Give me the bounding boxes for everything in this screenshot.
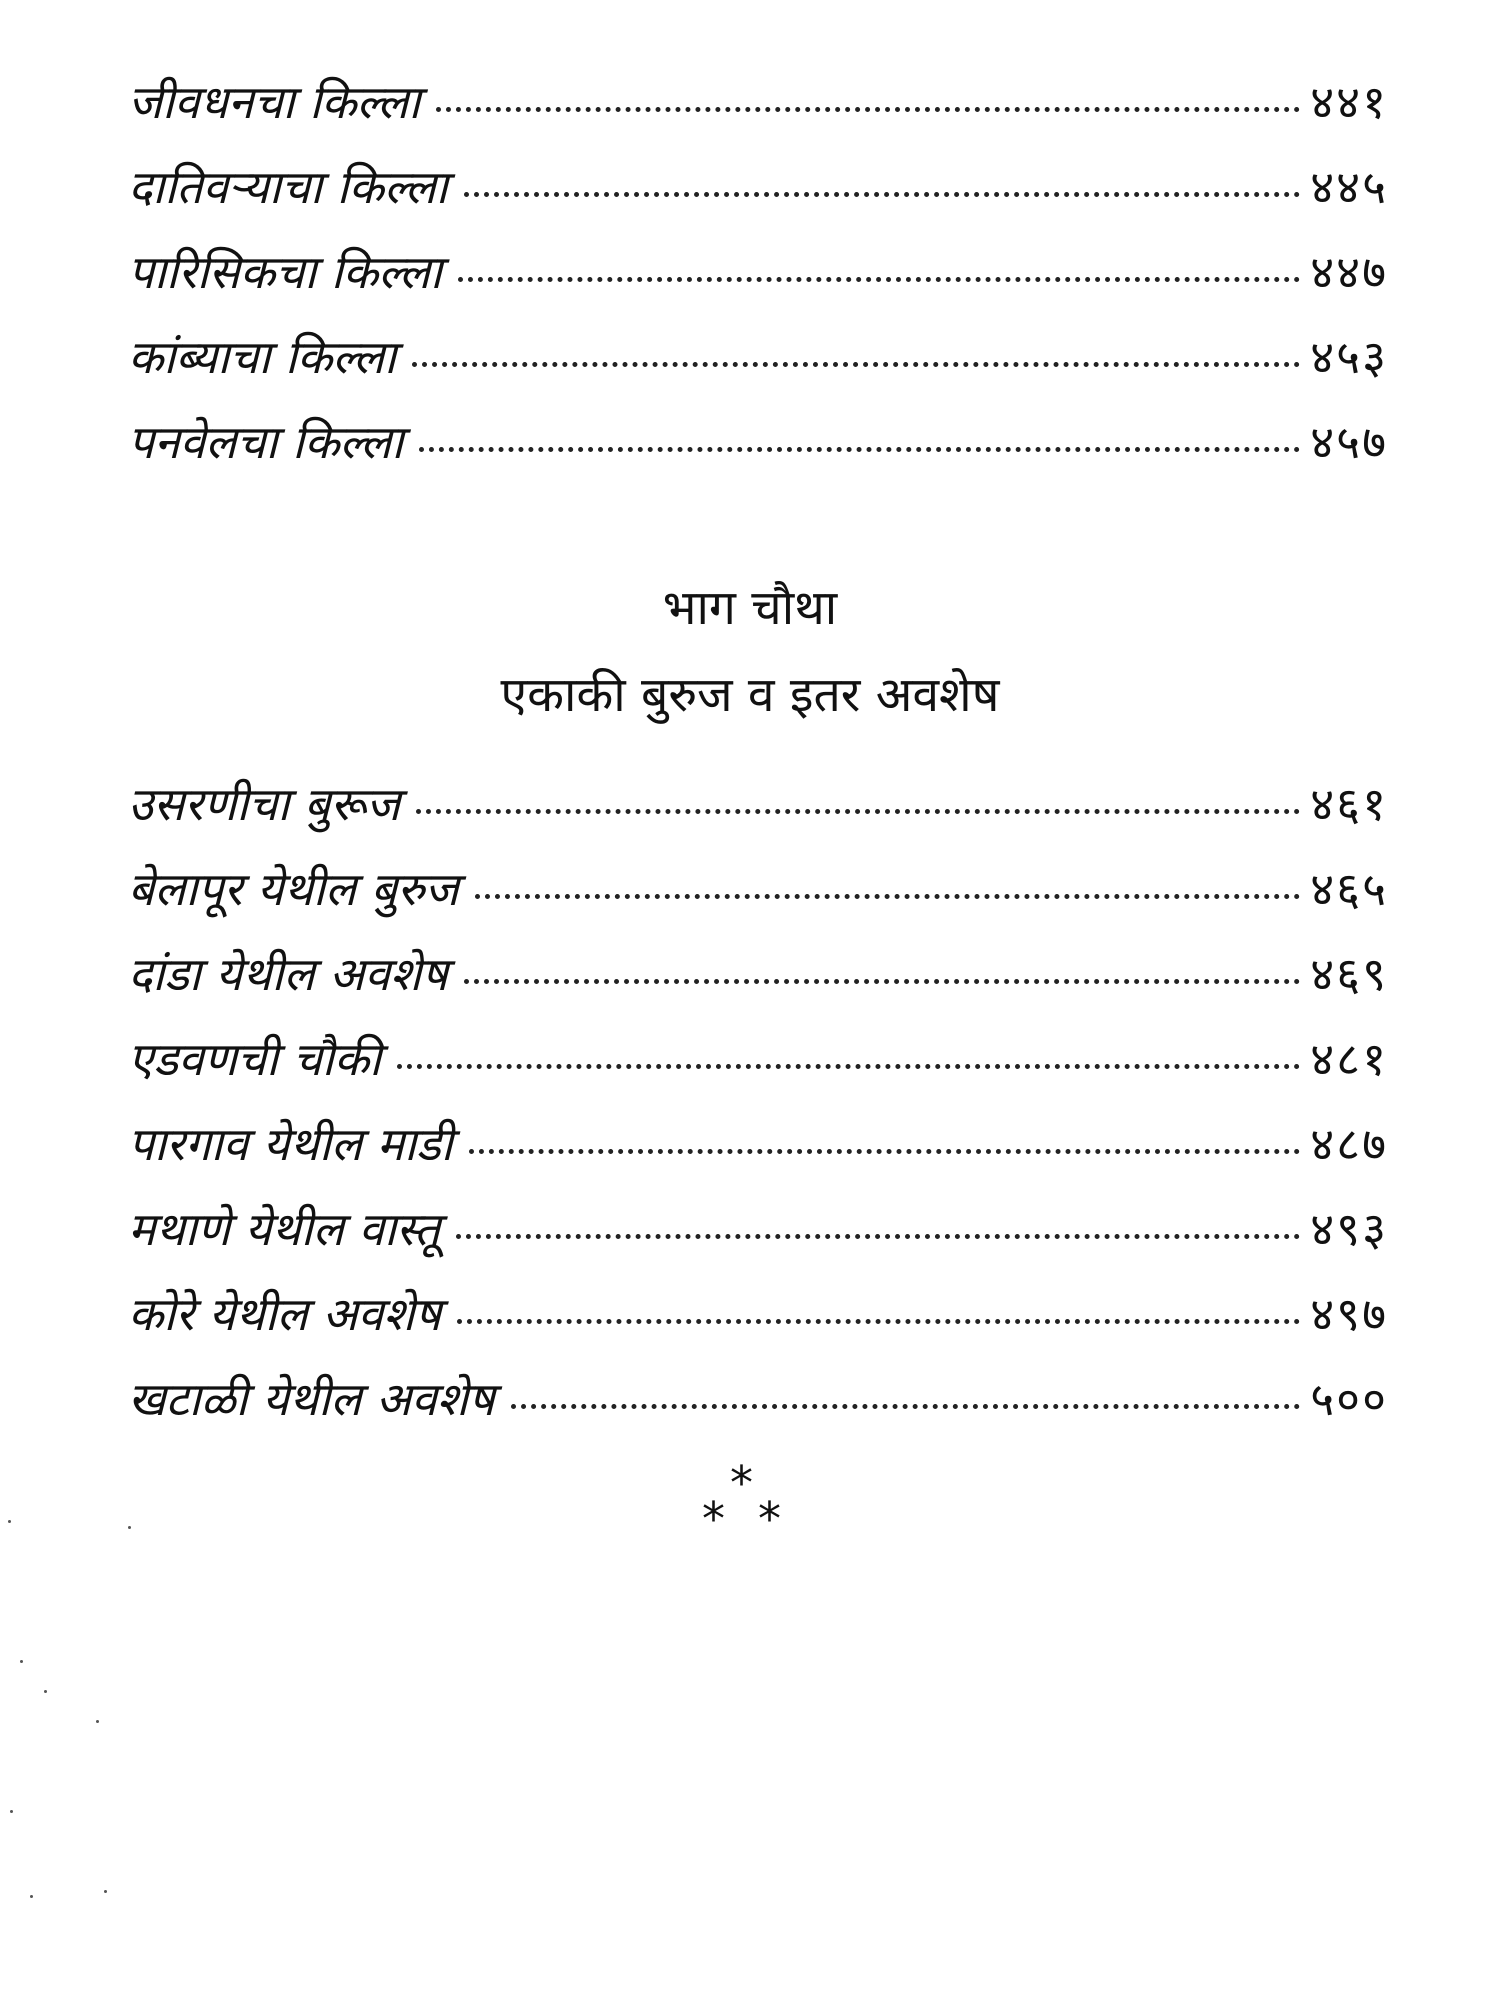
- entry-title: जीवधनचा किल्ला: [128, 75, 421, 129]
- entry-page-number: ४८७: [1310, 1117, 1388, 1171]
- asterisk-icon: *: [730, 1456, 753, 1510]
- end-asterism: [690, 1456, 800, 1550]
- toc-entry: [128, 1102, 1388, 1187]
- entry-page-number: ४६५: [1310, 862, 1388, 916]
- asterisk-icon: *: [758, 1492, 781, 1546]
- scan-speck: [96, 1720, 99, 1723]
- entry-title: एडवणची चौकी: [128, 1032, 381, 1086]
- toc-entry: [128, 1357, 1388, 1442]
- scan-speck: [20, 1660, 23, 1663]
- dot-leader: [419, 447, 1300, 452]
- entry-title: पनवेलचा किल्ला: [128, 415, 404, 469]
- entry-page-number: ५००: [1310, 1372, 1388, 1426]
- entry-page-number: ४४७: [1310, 245, 1388, 299]
- dot-leader: [511, 1404, 1301, 1409]
- dot-leader: [464, 979, 1300, 984]
- asterisk-icon: *: [702, 1492, 725, 1546]
- entry-page-number: ४९३: [1310, 1202, 1388, 1256]
- scan-speck: [8, 1520, 11, 1523]
- entry-title: मथाणे येथील वास्तू: [128, 1202, 441, 1256]
- entry-page-number: ४६१: [1310, 777, 1388, 831]
- toc-entry: [128, 1187, 1388, 1272]
- entry-title: बेलापूर येथील बुरुज: [128, 862, 459, 916]
- part-label: भाग चौथा: [662, 580, 838, 636]
- dot-leader: [458, 277, 1300, 282]
- dot-leader: [416, 809, 1300, 814]
- toc-entry: [128, 847, 1388, 932]
- entry-title: कोरे येथील अवशेष: [128, 1287, 442, 1341]
- dot-leader: [464, 192, 1301, 197]
- dot-leader: [397, 1064, 1300, 1069]
- toc-entry: [128, 762, 1388, 847]
- entry-page-number: ४९७: [1310, 1287, 1388, 1341]
- toc-section-two: [128, 762, 1388, 1442]
- dot-leader: [475, 894, 1301, 899]
- scan-speck: [30, 1895, 33, 1898]
- dot-leader: [469, 1149, 1301, 1154]
- entry-page-number: ४५७: [1310, 415, 1388, 469]
- dot-leader: [436, 107, 1300, 112]
- entry-page-number: ४४५: [1310, 160, 1388, 214]
- entry-title: दातिवऱ्याचा किल्ला: [128, 160, 448, 214]
- entry-title: उसरणीचा बुरूज: [128, 777, 401, 831]
- toc-entry: [128, 400, 1388, 485]
- toc-entry: [128, 315, 1388, 400]
- entry-title: खटाळी येथील अवशेष: [128, 1372, 495, 1426]
- entry-title: पारिसिकचा किल्ला: [128, 245, 442, 299]
- entry-title: पारगाव येथील माडी: [128, 1117, 453, 1171]
- entry-page-number: ४८१: [1310, 1032, 1388, 1086]
- toc-section-one: [128, 60, 1388, 485]
- scan-speck: [10, 1810, 13, 1813]
- dot-leader: [457, 1319, 1300, 1324]
- toc-entry: [128, 230, 1388, 315]
- scan-speck: [104, 1890, 107, 1893]
- scan-speck: [128, 1526, 131, 1529]
- entry-page-number: ४४१: [1310, 75, 1388, 129]
- dot-leader: [412, 362, 1300, 367]
- entry-title: दांडा येथील अवशेष: [128, 947, 448, 1001]
- entry-title: कांब्याचा किल्ला: [128, 330, 397, 384]
- dot-leader: [456, 1234, 1300, 1239]
- toc-entry: [128, 60, 1388, 145]
- part-title: एकाकी बुरुज व इतर अवशेष: [500, 667, 1000, 723]
- entry-page-number: ४५३: [1310, 330, 1388, 384]
- entry-page-number: ४६९: [1310, 947, 1388, 1001]
- scan-speck: [44, 1690, 47, 1693]
- toc-entry: [128, 1272, 1388, 1357]
- toc-entry: [128, 932, 1388, 1017]
- toc-entry: [128, 1017, 1388, 1102]
- toc-entry: [128, 145, 1388, 230]
